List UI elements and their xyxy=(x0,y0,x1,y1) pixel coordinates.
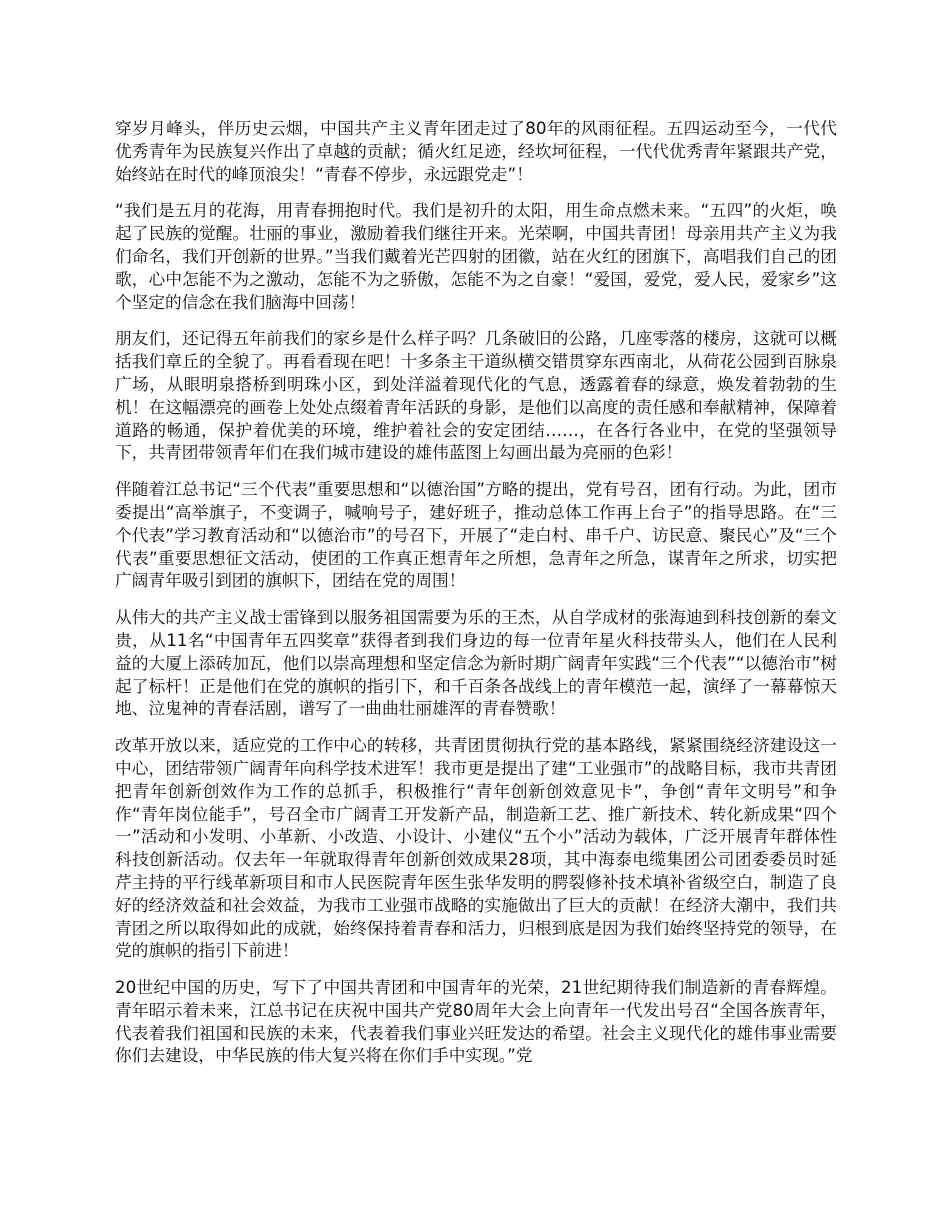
paragraph-hometown: 朋友们，还记得五年前我们的家乡是什么样子吗？几条破旧的公路，几座零落的楼房，这就可以概括我们章丘的全貌了。再看看现在吧！十多条主干道纵横交错贯穿东西南北，从荷花公园到百脉泉广场，从眼明泉搭桥到明珠小区，到处洋溢着现代化的气息，透露着春的绿意，焕发着勃勃的生机！在这幅漂亮的画卷上处处点缀着青年活跃的身影，是他们以高度的责任感和奉献精神，保障着道路的畅通，保护着优美的环境，维护着社会的安定团结……，在各行各业中，在党的坚强领导下，共青团带领青年们在我们城市建设的雄伟蓝图上勾画出最为亮丽的色彩！ xyxy=(115,328,837,463)
paragraph-reform: 改革开放以来，适应党的工作中心的转移，共青团贯彻执行党的基本路线，紧紧围绕经济建设这一中心，团结带领广阔青年向科学技术进军！我市更是提出了建“工业强市”的战略目标，我市共青团把青年创新创效作为工作的总抓手，积极推行“青年创新创效意见卡”，争创“青年文明号”和争作“青年岗位能手”，号召全市广阔青工开发新产品，制造新工艺、推广新技术、转化新成果“四个一”活动和小发明、小革新、小改造、小设计、小建仪“五个小”活动为载体，广泛开展青年群体性科技创新活动。仅去年一年就取得青年创新创效成果28项，其中海泰电缆集团公司团委委员时延芹主持的平行线革新项目和市人民医院青年医生张华发明的腭裂修补技术填补省级空白，制造了良好的经济效益和社会效益，为我市工业强市战略的实施做出了巨大的贡献！在经济大潮中，我们共青团之所以取得如此的成就，始终保持着青春和活力，归根到底是因为我们始终坚持党的领导，在党的旗帜的指引下前进！ xyxy=(115,735,837,961)
paragraph-21st-century: 20世纪中国的历史，写下了中国共青团和中国青年的光荣，21世纪期待我们制造新的青春辉煌。青年昭示着未来，江总书记在庆祝中国共产党80周年大会上向青年一代发出号召“全国各族青年，代表着我们祖国和民族的未来，代表着我们事业兴旺发达的希望。社会主义现代化的雄伟事业需要你们去建设，中华民族的伟大复兴将在你们手中实现。”党 xyxy=(115,977,837,1066)
paragraph-youth-song: “我们是五月的花海，用青春拥抱时代。我们是初升的太阳，用生命点燃未来。“五四”的火炬，唤起了民族的觉醒。壮丽的事业，激励着我们继往开来。光荣啊，中国共青团！母亲用共产主义为我们命名，我们开创新的世界。”当我们戴着光芒四射的团徽，站在火红的团旗下，高唱我们自己的团歌，心中怎能不为之激动，怎能不为之骄傲，怎能不为之自豪！“爱国，爱党，爱人民，爱家乡”这个坚定的信念在我们脑海中回荡！ xyxy=(115,200,837,312)
paragraph-intro: 穿岁月峰头，伴历史云烟，中国共产主义青年团走过了80年的风雨征程。五四运动至今，一代代优秀青年为民族复兴作出了卓越的贡献；循火红足迹，经坎坷征程，一代代优秀青年紧跟共产党，始终站在时代的峰顶浪尖！“青春不停步，永远跟党走”！ xyxy=(115,118,837,184)
paragraph-role-models: 从伟大的共产主义战士雷锋到以服务祖国需要为乐的王杰，从自学成材的张海迪到科技创新的秦文贵，从11名“中国青年五四奖章”获得者到我们身边的每一位青年星火科技带头人，他们在人民利益的大厦上添砖加瓦，他们以崇高理想和坚定信念为新时期广阔青年实践“三个代表”“以德治市”树起了标杆！正是他们在党的旗帜的指引下，和千百条各战线上的青年模范一起，演绎了一幕幕惊天地、泣鬼神的青春活剧，谱写了一曲曲壮丽雄浑的青春赞歌！ xyxy=(115,607,837,719)
document-body xyxy=(115,117,837,1081)
paragraph-three-represents: 伴随着江总书记“三个代表”重要思想和“以德治国”方略的提出，党有号召，团有行动。为此，团市委提出“高举旗子，不变调子，喊响号子，建好班子，推动总体工作再上台子”的指导思路。在“三个代表”学习教育活动和“以德治市”的号召下，开展了“走白村、串千户、访民意、聚民心”及“三个代表”重要思想征文活动，使团的工作真正想青年之所想，急青年之所急，谋青年之所求，切实把广阔青年吸引到团的旗帜下，团结在党的周围！ xyxy=(115,479,837,591)
